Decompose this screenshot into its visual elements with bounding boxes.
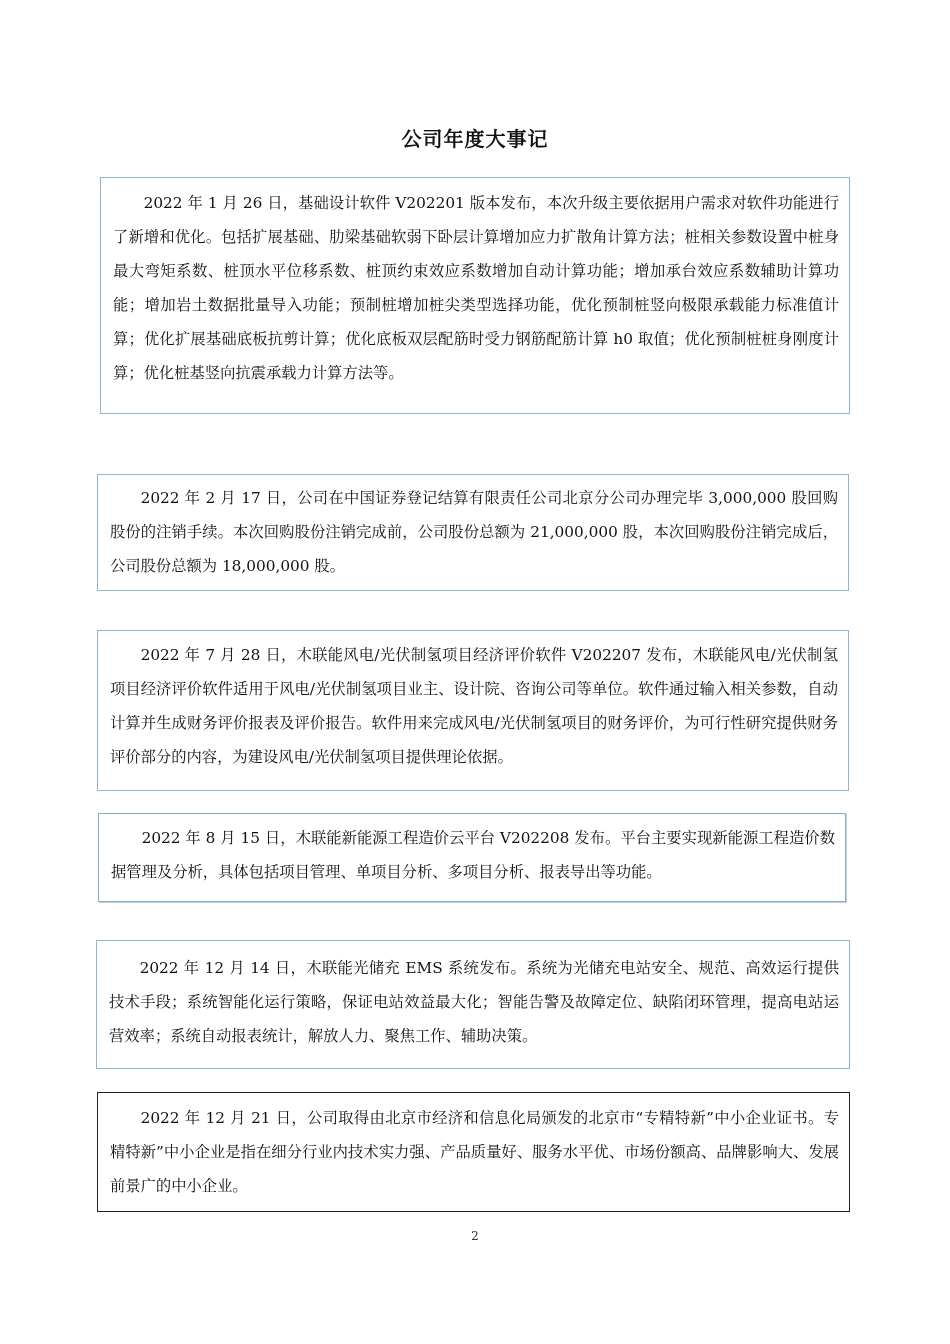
event-box-software-v202201 <box>100 177 850 414</box>
event-box-cost-cloud-platform <box>98 813 846 902</box>
event-text: 2022 年 7 月 28 日，木联能风电/光伏制氢项目经济评价软件 V202207 发布，木联能风电/光伏制氢项目经济评价软件适用于风电/光伏制氢项目业主、设计院、咨询公司等单位。软件通过输入相关参数，自动计算并生成财务评价报表及评价报告。软件用来完成风电/光伏制氢项目的财务评价，为可行性研究提供财务评价部分的内容，为建设风电/光伏制氢项目提供理论依据。 <box>110 646 838 766</box>
event-box-ems-system <box>96 940 850 1069</box>
page-number: 2 <box>471 1229 479 1243</box>
event-box-hydrogen-software <box>97 630 849 791</box>
event-text: 2022 年 8 月 15 日，木联能新能源工程造价云平台 V202208 发布。平台主要实现新能源工程造价数据管理及分析，具体包括项目管理、单项目分析、多项目分析、报表导出等功能。 <box>111 829 835 881</box>
event-text: 2022 年 1 月 26 日，基础设计软件 V202201 版本发布，本次升级主要依据用户需求对软件功能进行了新增和优化。包括扩展基础、肋梁基础软弱下卧层计算增加应力扩散角计算方法；桩相关参数设置中桩身最大弯矩系数、桩顶水平位移系数、桩顶约束效应系数增加自动计算功能；增加承台效应系数辅助计算功能；增加岩土数据批量导入功能；预制桩增加桩尖类型选择功能，优化预制桩竖向极限承载能力标准值计算；优化扩展基础底板抗剪计算；优化底板双层配筋时受力钢筋配筋计算 h0 取值；优化预制桩桩身刚度计算；优化桩基竖向抗震承载力计算方法等。 <box>113 194 839 382</box>
event-text: 2022 年 2 月 17 日，公司在中国证券登记结算有限责任公司北京分公司办理完毕 3,000,000 股回购股份的注销手续。本次回购股份注销完成前，公司股份总额为 21,000,000 股，本次回购股份注销完成后，公司股份总额为 18,000,000 股。 <box>110 489 838 575</box>
event-box-specialized-certificate <box>97 1092 850 1212</box>
event-box-share-cancellation <box>97 474 849 591</box>
page-title: 公司年度大事记 <box>401 127 549 151</box>
event-text: 2022 年 12 月 14 日，木联能光储充 EMS 系统发布。系统为光储充电站安全、规范、高效运行提供技术手段；系统智能化运行策略，保证电站效益最大化；智能告警及故障定位、缺陷闭环管理，提高电站运营效率；系统自动报表统计，解放人力、聚焦工作、辅助决策。 <box>109 959 839 1045</box>
event-text: 2022 年 12 月 21 日，公司取得由北京市经济和信息化局颁发的北京市“专精特新”中小企业证书。专精特新”中小企业是指在细分行业内技术实力强、产品质量好、服务水平优、市场份额高、品牌影响大、发展前景广的中小企业。 <box>110 1109 839 1195</box>
